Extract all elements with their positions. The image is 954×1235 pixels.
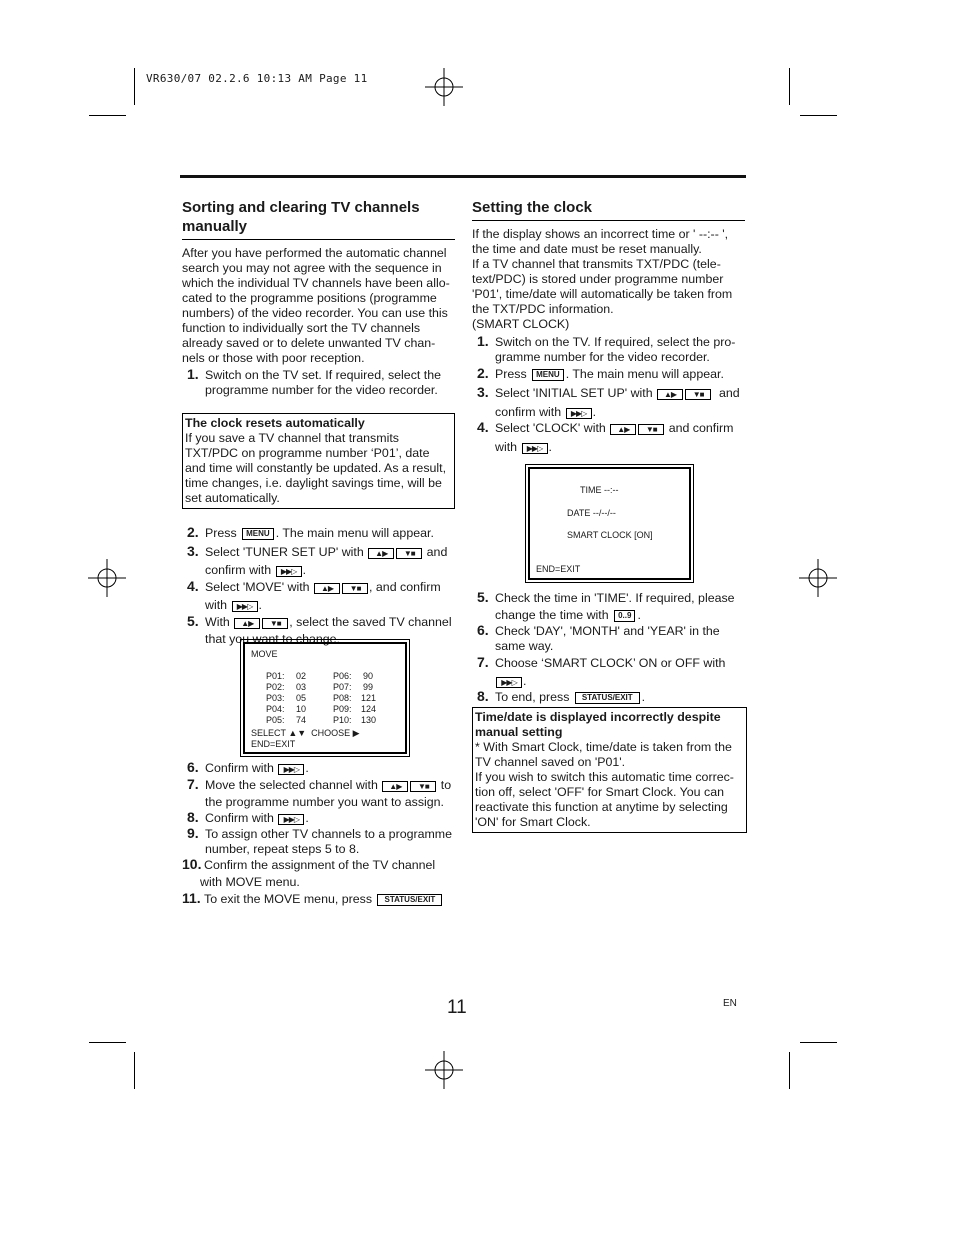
ok-button-icon: ▶▶▷: [276, 566, 302, 577]
step-9: 9. To assign other TV channels to a programme number, repeat steps 5 to 8.: [187, 825, 453, 856]
left-column-lower: [182, 759, 460, 907]
note-title: The clock resets automatically: [185, 416, 365, 430]
step-5: 5. Check the time in 'TIME'. If required, please change the time with 0..9 .: [477, 589, 735, 622]
ok-button-icon: ▶▶▷: [522, 443, 548, 454]
number-keys: 0..9: [614, 610, 635, 622]
up-button-icon: ▲▶: [234, 618, 260, 629]
note-box: The clock resets automatically If you save a TV channel that transmits TXT/PDC on programme number ‘P01’, date and time will constantly be updated. As a result, time changes, i.e. daylight savings time, will be set automatically.: [182, 413, 455, 509]
crop-mark: [800, 1042, 837, 1043]
language-code: EN: [723, 998, 737, 1009]
ok-button-icon: ▶▶▷: [278, 814, 304, 825]
registration-mark-icon: [88, 559, 126, 597]
registration-mark-icon: [799, 559, 837, 597]
status-exit-key: STATUS/EXIT: [377, 894, 442, 906]
ok-button-icon: ▶▶▷: [232, 601, 258, 612]
ok-button-icon: ▶▶▷: [496, 677, 522, 688]
print-header: VR630/07 02.2.6 10:13 AM Page 11: [146, 72, 368, 85]
crop-mark: [789, 68, 790, 105]
move-screen: MOVE P01: 02 P06: 90 P02: 03 P07: 99 P03: 05 P08: 121 P04: 10 P09: 124 P05: 74 P10: 130 SELECT ▲▼ CHOOSE ▶ END=EXIT: [240, 639, 410, 757]
crop-mark: [134, 68, 135, 105]
step-3: 3. Select 'TUNER SET UP' with ▲▶ ▼■ and confirm with ▶▶▷ .: [187, 543, 448, 577]
crop-mark: [134, 1052, 135, 1089]
step-2: 2. Press MENU . The main menu will appear.: [187, 524, 434, 540]
up-button-icon: ▲▶: [610, 424, 636, 435]
menu-key: MENU: [242, 528, 274, 540]
crop-mark: [89, 115, 126, 116]
right-column: [472, 198, 745, 455]
screen-title: MOVE: [251, 649, 278, 659]
registration-mark-icon: [425, 68, 463, 106]
step-2: 2. Press MENU . The main menu will appear.: [477, 365, 724, 381]
step-10: 10. Confirm the assignment of the TV channel with MOVE menu.: [182, 856, 436, 889]
clock-screen: TIME --:-- DATE --/--/-- SMART CLOCK [ON] END=EXIT: [525, 464, 694, 583]
down-button-icon: ▼■: [342, 583, 368, 594]
top-rule: [180, 175, 746, 178]
note-title: Time/date is displayed incorrectly despite: [475, 710, 721, 724]
menu-key: MENU: [532, 369, 564, 381]
registration-mark-icon: [425, 1051, 463, 1089]
intro-text: If the display shows an incorrect time or ' --:-- ', the time and date must be reset manually. If a TV channel that transmits TXT/PDC (tele- text/PDC) is stored under programme number 'P01', time/date will automatically be taken from the TXT/PDC information. (SMART CLOCK): [472, 227, 733, 331]
step-1: 1. Switch on the TV set. If required, select the programme number for the video recorder.: [187, 366, 442, 397]
up-button-icon: ▲▶: [368, 548, 394, 559]
step-5: 5. With ▲▶ ▼■ , select the saved TV channel that you want to change.: [187, 613, 452, 646]
note-box: Time/date is displayed incorrectly despite manual setting * With Smart Clock, time/date is taken from the TV channel saved on 'P01'. If you wish to switch this automatic time correc- tion off, select 'OFF' for Smart Clock. You can reactivate this function at anytime by selecting 'ON' for Smart Clock.: [472, 707, 747, 833]
status-exit-key: STATUS/EXIT: [575, 692, 640, 704]
step-8: 8. Confirm with ▶▶▷ .: [187, 809, 309, 825]
step-8: 8. To end, press STATUS/EXIT .: [477, 688, 646, 704]
down-button-icon: ▼■: [410, 781, 436, 792]
section-heading: Setting the clock: [472, 198, 745, 221]
step-3: 3. Select 'INITIAL SET UP' with ▲▶ ▼■ and confirm with ▶▶▷ .: [477, 384, 740, 419]
step-11: 11. To exit the MOVE menu, press STATUS/EXIT: [182, 892, 460, 907]
up-button-icon: ▲▶: [314, 583, 340, 594]
section-heading: Sorting and clearing TV channels manually: [182, 198, 455, 240]
crop-mark: [789, 1052, 790, 1089]
crop-mark: [89, 1042, 126, 1043]
crop-mark: [800, 115, 837, 116]
down-button-icon: ▼■: [262, 618, 288, 629]
left-column: [182, 198, 455, 647]
step-7: 7. Move the selected channel with ▲▶ ▼■ to the programme number you want to assign.: [187, 776, 452, 809]
down-button-icon: ▼■: [396, 548, 422, 559]
down-button-icon: ▼■: [685, 389, 711, 400]
step-6: 6. Confirm with ▶▶▷ .: [187, 759, 309, 775]
right-column-lower: [477, 591, 750, 705]
ok-button-icon: ▶▶▷: [278, 764, 304, 775]
step-7: 7. Choose ‘SMART CLOCK’ ON or OFF with ▶▶▷ .: [477, 654, 726, 688]
step-4: 4. Select 'MOVE' with ▲▶ ▼■ , and confirm with ▶▶▷ .: [187, 578, 441, 612]
up-button-icon: ▲▶: [382, 781, 408, 792]
up-button-icon: ▲▶: [657, 389, 683, 400]
step-6: 6. Check 'DAY', 'MONTH' and 'YEAR' in the same way.: [477, 622, 720, 653]
intro-text: After you have performed the automatic channel search you may not agree with the sequence in which the individual TV channels have been allo- cated to the programme positions (programme numbers) of the video recorder. You can use this function to individually sort the TV channels already saved or to delete unwanted TV chan- nels or those with poor reception.: [182, 246, 450, 365]
down-button-icon: ▼■: [638, 424, 664, 435]
step-1: 1. Switch on the TV. If required, select the pro- gramme number for the video recorder.: [477, 333, 736, 364]
step-4: 4. Select 'CLOCK' with ▲▶ ▼■ and confirm with ▶▶▷ .: [477, 419, 734, 454]
page-number: 11: [447, 997, 467, 1018]
ok-button-icon: ▶▶▷: [566, 408, 592, 419]
